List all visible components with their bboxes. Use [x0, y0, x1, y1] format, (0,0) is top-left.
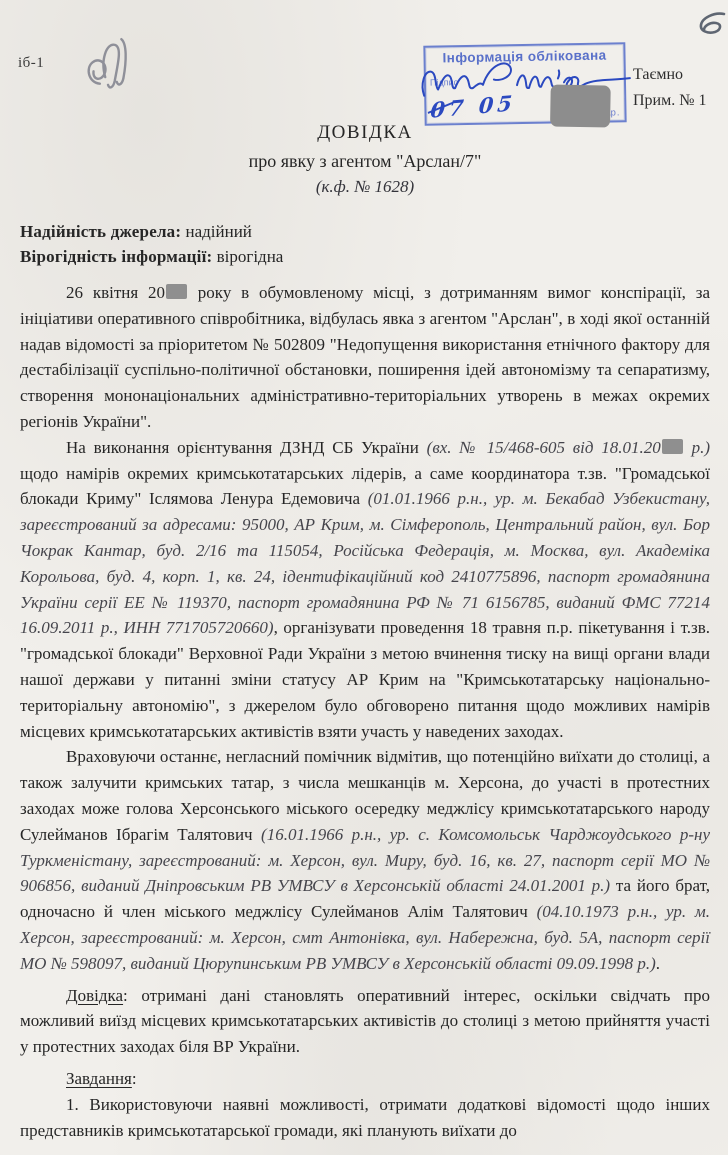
text-segment: На виконання орієнтування ДЗНД СБ України: [66, 437, 427, 457]
paragraph: [20, 1092, 710, 1144]
stamp-signature-label: Підпис: [429, 77, 459, 88]
paragraph: [20, 744, 710, 976]
text-segment: (16.01.1966 р.н., ур. с. Комсомольськ Чарджоудського р-ну Туркменістану, зареєстрований: м. Херсон, вул. Миру, буд. 16, кв. 27, паспорт серії МО № 906856, виданий Дніпровським РВ УМВСУ в Херсонській області 24.01.2001 р.): [20, 824, 710, 896]
reliability-block: [20, 219, 283, 269]
document-title: ДОВІДКА: [317, 122, 413, 143]
text-segment: Враховуючи останнє, негласний помічник відмітив, що потенційно виїхати до столиці, а також залучити кримських татар, з числа мешканців м. Херсона, до участі в протестних заходах може голова Херсонського міського осередку меджлісу кримськотатарського народу Сулейманов Ібрагім Талятович: [20, 747, 710, 844]
document-title-block: [20, 122, 710, 197]
text-segment: , організувати проведення 18 травня п.р. пікетування і т.зв. "громадської блокади" Верховної Ради України з метою вчинення тиску на вищі органи влади нашої держави у питанні зміни статусу АР Крим на "Кримськотатарську національно-територіальну автономію", з джерелом було обговорено питання щодо можливих намірів місцевих кримськотатарських активістів взяти участь у наведених заходах.: [20, 618, 710, 741]
paragraph: [20, 1066, 710, 1092]
text-segment: р.): [683, 437, 710, 457]
info-credibility-label: Вірогідність інформації:: [20, 247, 213, 266]
text-segment: (04.10.1973 р.н., ур. м. Херсон, зареєстрований: м. Херсон, смт Антонівка, вул. Набережна, буд. 5А, паспорт серії МО № 598097, виданий Цюрупинським РВ УМВСУ в Херсонській області 09.09.1998 р.): [20, 902, 711, 973]
text-segment: 1. Використовуючи наявні можливості, отримати додаткові відомості щодо інших представників кримськотатарської громади, які планують виїхати до: [20, 1094, 710, 1140]
text-segment: 26 квітня 20: [66, 283, 165, 302]
text-segment: щодо намірів окремих кримськотатарських лідерів, а саме координатора т.зв. "Громадської блокади Криму" Іслямова Ленура Едемовича: [20, 463, 710, 509]
stamp-year-line: р.: [564, 106, 621, 119]
redaction-box: [662, 439, 683, 454]
paragraph: [20, 983, 710, 1060]
stamp-handwritten-date: 07 05: [429, 90, 518, 123]
info-credibility-line: [20, 244, 283, 269]
text-segment: : отримані дані становлять оперативний інтерес, оскільки свідчать про можливий виїзд місцевих кримськотатарських активістів до столиці з метою прийняття участі у протестних заходах біля ВР України.: [20, 985, 710, 1057]
document-subtitle: про явку з агентом "Арслан/7": [248, 151, 482, 171]
paragraph: [20, 435, 710, 745]
handwritten-monogram: [77, 31, 153, 100]
text-segment: .: [655, 953, 661, 973]
text-segment: Довідка: [66, 985, 124, 1005]
classification-block: [633, 62, 707, 114]
form-code: іб-1: [18, 55, 45, 71]
redaction-box: [166, 284, 187, 299]
info-credibility-value: вірогідна: [212, 247, 284, 266]
source-reliability-value: надійний: [181, 222, 252, 241]
handwritten-page-number-mark: [694, 6, 728, 46]
text-segment: (вх. № 15/468-605 від 18.01.20: [426, 437, 661, 457]
text-segment: :: [131, 1068, 137, 1088]
source-reliability-line: [20, 219, 283, 244]
classification-label: Таємно: [633, 66, 684, 83]
registration-stamp: [423, 42, 626, 126]
text-segment: року в обумовленому місці, з дотриманням вимог конспірації, за ініціативи оперативного співробітника, відбулась явка з агентом "Арслан", в ході якої останній надав відомості за пріоритетом № 502809 "Недопущення використання етнічного фактору для дестабілізації суспільно-політичної обстановки, поширення ідей автономізму та сепаратизму, створення мононаціональних адміністративно-територіальних утворень в межах окремих регіонів України".: [20, 283, 710, 431]
document-body: [20, 280, 710, 1143]
text-segment: та його брат, одночасно й член міського меджлісу Сулейманов Алім Талятович: [20, 876, 710, 922]
stamp-title: Інформація облікована: [442, 47, 607, 66]
paragraph: [20, 280, 710, 435]
source-reliability-label: Надійність джерела:: [20, 222, 182, 241]
text-segment: (01.01.1966 р.н., ур. м. Бекабад Узбекистану, зареєстрований за адресами: 95000, АР Крим, м. Сімферополь, Центральний район, вул. Бор Чокрак Кантар, буд. 2/16 та 115054, Російська Федерація, м. Москва, вул. Академіка Корольова, буд. 4, корп. 1, кв. 24, ідентифікаційний код 2410775896, паспорт громадянина України серії ЕЕ № 119370, паспорт громадянина РФ № 71 6156785, виданий ФМС 77214 16.09.2011 р., ИНН 771705720660): [20, 489, 710, 638]
case-file-number: (к.ф. № 1628): [315, 177, 415, 196]
copy-number-label: Прим. № 1: [633, 92, 707, 109]
text-segment: Завдання: [66, 1068, 132, 1088]
